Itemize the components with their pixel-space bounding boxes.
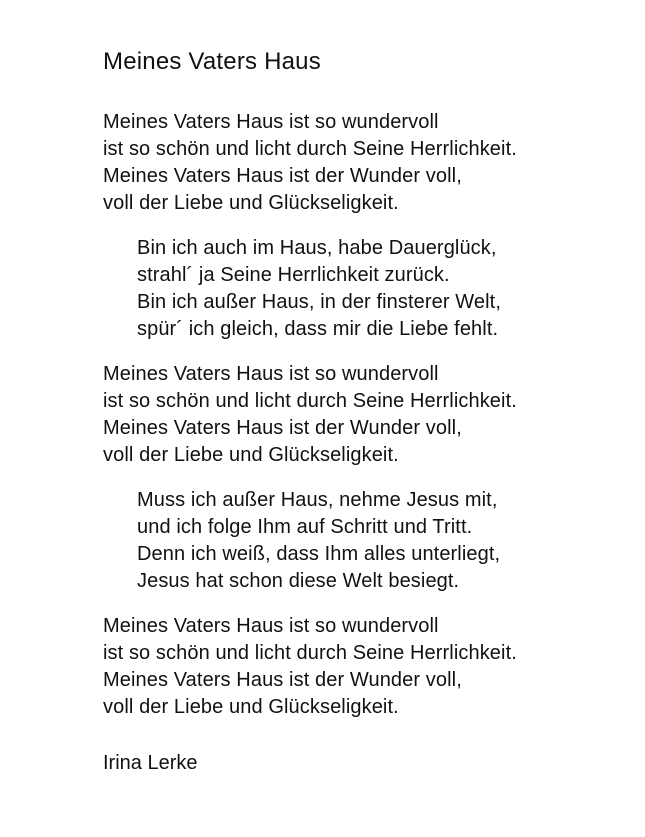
author-name: Irina Lerke xyxy=(103,752,198,774)
poem-line: ist so schön und licht durch Seine Herrlichkeit. xyxy=(103,138,517,160)
poem-line: ist so schön und licht durch Seine Herrlichkeit. xyxy=(103,642,517,664)
poem-line: voll der Liebe und Glückseligkeit. xyxy=(103,696,399,718)
poem-stanza xyxy=(103,361,605,469)
poem-line: und ich folge Ihm auf Schritt und Tritt. xyxy=(137,516,473,538)
poem-line: Denn ich weiß, dass Ihm alles unterliegt, xyxy=(137,543,501,565)
poem-stanza xyxy=(103,235,605,343)
page-title: Meines Vaters Haus xyxy=(103,48,321,75)
poem-line: Meines Vaters Haus ist so wundervoll xyxy=(103,111,439,133)
poem-line: voll der Liebe und Glückseligkeit. xyxy=(103,192,399,214)
poem-line: spür´ ich gleich, dass mir die Liebe fehlt. xyxy=(137,318,499,340)
poem-line: Meines Vaters Haus ist der Wunder voll, xyxy=(103,165,462,187)
poem-line: Bin ich auch im Haus, habe Dauerglück, xyxy=(137,237,497,259)
poem-line: Jesus hat schon diese Welt besiegt. xyxy=(137,570,460,592)
poem-line: ist so schön und licht durch Seine Herrlichkeit. xyxy=(103,390,517,412)
poem-line: Meines Vaters Haus ist so wundervoll xyxy=(103,363,439,385)
poem-line: strahl´ ja Seine Herrlichkeit zurück. xyxy=(137,264,450,286)
poem-stanza xyxy=(103,109,605,217)
poem-line: Muss ich außer Haus, nehme Jesus mit, xyxy=(137,489,498,511)
poem-stanza xyxy=(103,613,605,721)
poem-line: voll der Liebe und Glückseligkeit. xyxy=(103,444,399,466)
poem-stanza xyxy=(103,487,605,595)
poem-line: Meines Vaters Haus ist so wundervoll xyxy=(103,615,439,637)
poem-line: Meines Vaters Haus ist der Wunder voll, xyxy=(103,417,462,439)
poem-line: Meines Vaters Haus ist der Wunder voll, xyxy=(103,669,462,691)
poem-line: Bin ich außer Haus, in der finsterer Welt, xyxy=(137,291,501,313)
